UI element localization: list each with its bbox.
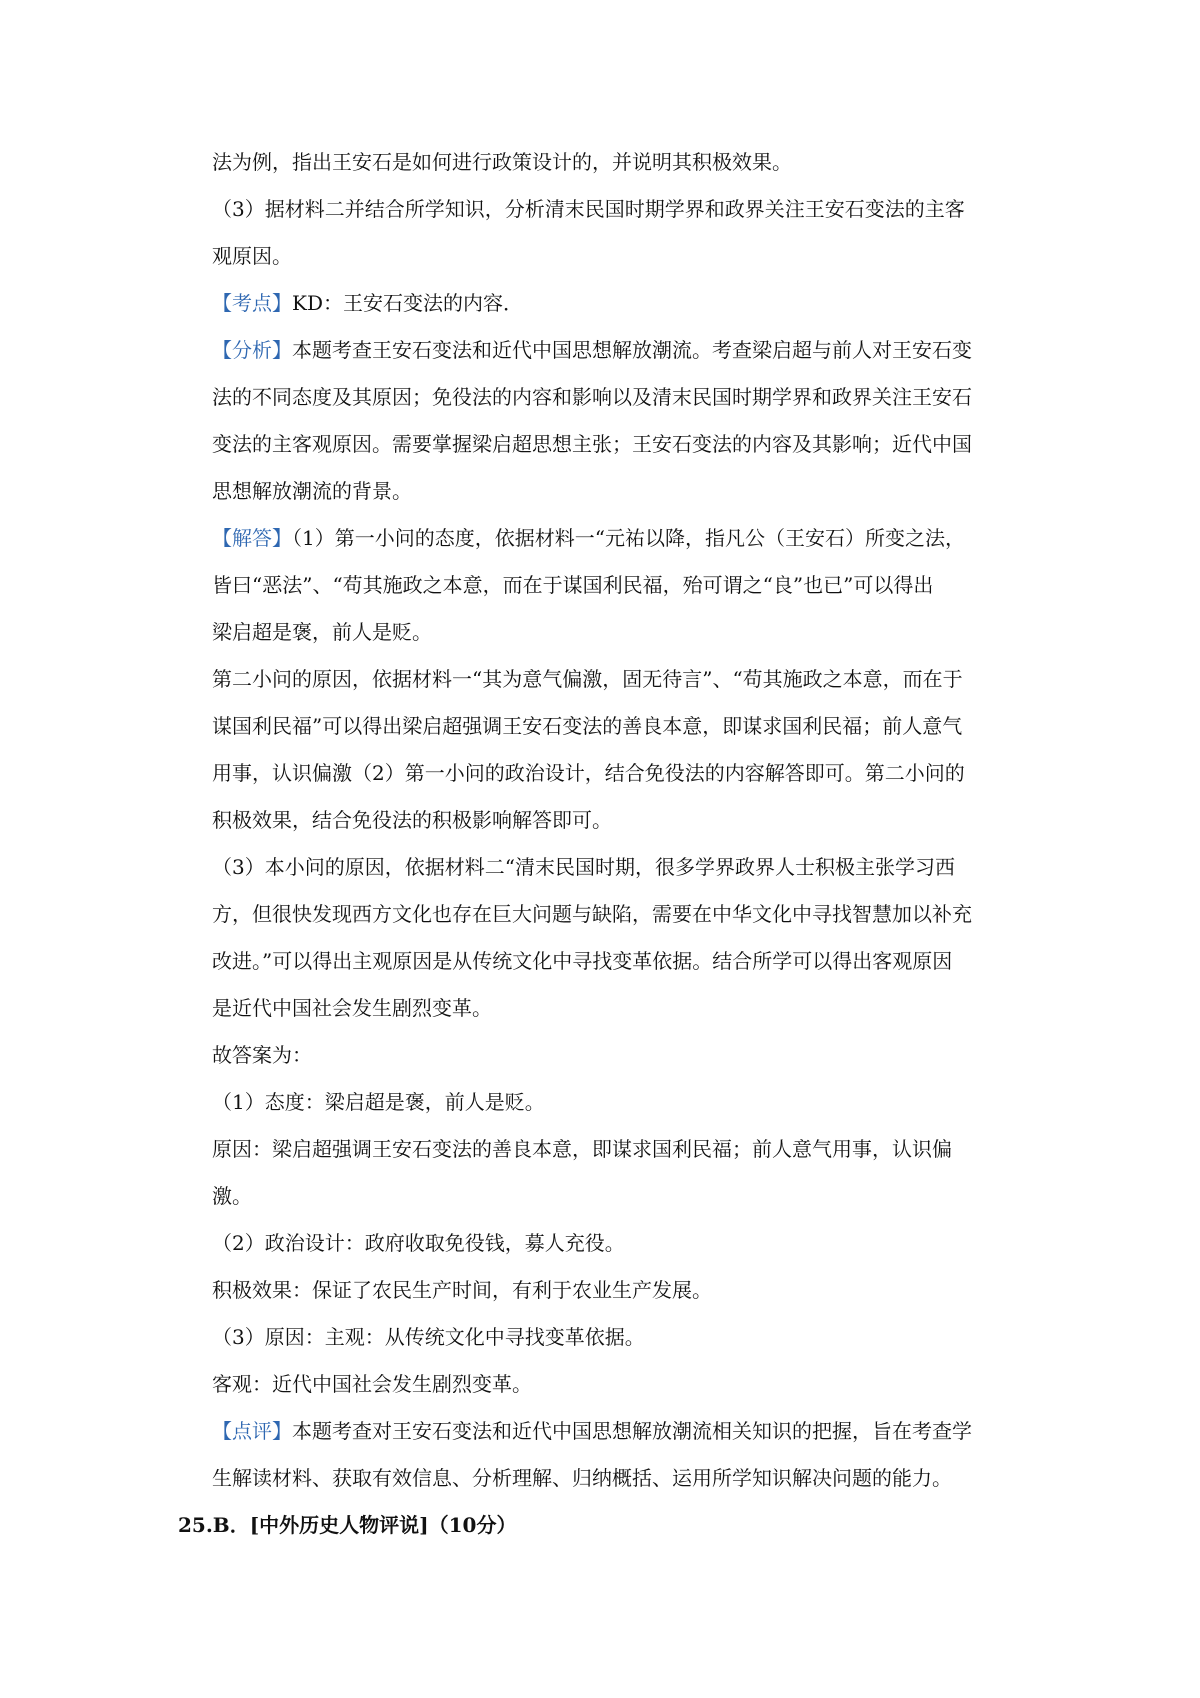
dianping-paragraph bbox=[212, 1417, 972, 1445]
text-line: 思想解放潮流的背景。 bbox=[212, 479, 412, 503]
section-heading: 25.B．[中外历史人物评说]（10分） bbox=[178, 1513, 517, 1537]
text-line: 生解读材料、获取有效信息、分析理解、归纳概括、运用所学知识解决问题的能力。 bbox=[212, 1466, 952, 1490]
text-line: （2）政治设计：政府收取免役钱，募人充役。 bbox=[212, 1231, 625, 1255]
text-line: 用事，认识偏激（2）第一小问的政治设计，结合免役法的内容解答即可。第二小问的 bbox=[212, 761, 965, 785]
text-line: 变法的主客观原因。需要掌握梁启超思想主张；王安石变法的内容及其影响；近代中国 bbox=[212, 432, 972, 456]
kaodian-tag: 【考点】 bbox=[212, 291, 292, 315]
fenxi-text: 本题考查王安石变法和近代中国思想解放潮流。考查梁启超与前人对王安石变 bbox=[292, 338, 972, 362]
dianping-text: 本题考查对王安石变法和近代中国思想解放潮流相关知识的把握，旨在考查学 bbox=[292, 1419, 972, 1443]
text-line: 法为例，指出王安石是如何进行政策设计的，并说明其积极效果。 bbox=[212, 150, 792, 174]
text-line: 是近代中国社会发生剧烈变革。 bbox=[212, 996, 492, 1020]
text-line: 激。 bbox=[212, 1184, 252, 1208]
dianping-tag: 【点评】 bbox=[212, 1419, 292, 1443]
text-line: 积极效果：保证了农民生产时间，有利于农业生产发展。 bbox=[212, 1278, 712, 1302]
text-line: 积极效果，结合免役法的积极影响解答即可。 bbox=[212, 808, 612, 832]
text-line: 梁启超是褒，前人是贬。 bbox=[212, 620, 432, 644]
text-line: 谋国利民福”可以得出梁启超强调王安石变法的善良本意，即谋求国利民福；前人意气 bbox=[212, 714, 963, 738]
text-line: 法的不同态度及其原因；免役法的内容和影响以及清末民国时期学界和政界关注王安石 bbox=[212, 385, 972, 409]
text-line: （1）态度：梁启超是褒，前人是贬。 bbox=[212, 1090, 545, 1114]
text-line: 第二小问的原因，依据材料一“其为意气偏激，固无待言”、“苟其施政之本意，而在于 bbox=[212, 667, 963, 691]
text-line: （3）原因：主观：从传统文化中寻找变革依据。 bbox=[212, 1325, 645, 1349]
jieda-tag: 【解答】 bbox=[212, 526, 292, 550]
jieda-text: （1）第一小问的态度，依据材料一“元祐以降，指凡公（王安石）所变之法， bbox=[292, 526, 965, 550]
kaodian-text: KD：王安石变法的内容． bbox=[292, 291, 523, 315]
text-line: 客观：近代中国社会发生剧烈变革。 bbox=[212, 1372, 532, 1396]
text-line: 原因：梁启超强调王安石变法的善良本意，即谋求国利民福；前人意气用事，认识偏 bbox=[212, 1137, 952, 1161]
jieda-paragraph bbox=[212, 524, 965, 552]
text-line: 故答案为： bbox=[212, 1043, 312, 1067]
fenxi-tag: 【分析】 bbox=[212, 338, 292, 362]
text-line: 方，但很快发现西方文化也存在巨大问题与缺陷，需要在中华文化中寻找智慧加以补充 bbox=[212, 902, 972, 926]
text-line: 皆曰“恶法”、“苟其施政之本意，而在于谋国利民福，殆可谓之“良”也已”可以得出 bbox=[212, 573, 934, 597]
text-line: （3）本小问的原因，依据材料二“清末民国时期，很多学界政界人士积极主张学习西 bbox=[212, 855, 955, 879]
text-line: （3）据材料二并结合所学知识，分析清末民国时期学界和政界关注王安石变法的主客 bbox=[212, 197, 965, 221]
fenxi-paragraph bbox=[212, 336, 972, 364]
text-line: 改进。”可以得出主观原因是从传统文化中寻找变革依据。结合所学可以得出客观原因 bbox=[212, 949, 953, 973]
kaodian-paragraph bbox=[212, 289, 523, 317]
text-line: 观原因。 bbox=[212, 244, 292, 268]
